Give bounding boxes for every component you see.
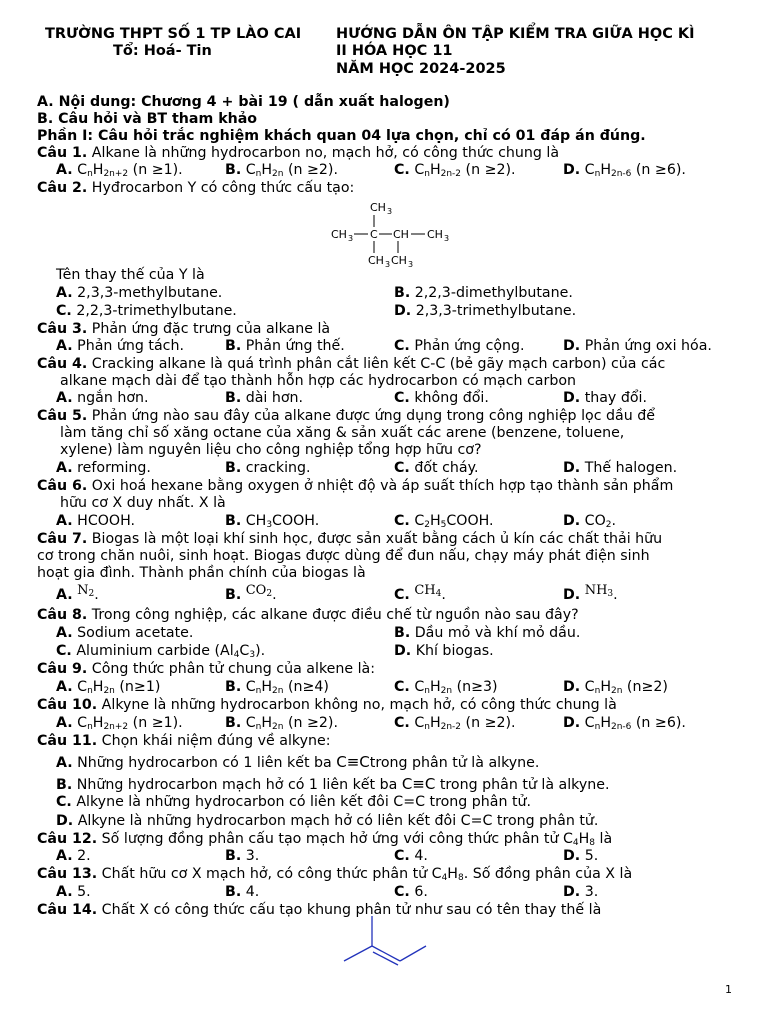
q11-option-b: B. Những hydrocarbon mạch hở có 1 liên kết ba C≡C trong phân tử là alkyne. (56, 775, 610, 793)
q5-option-d: D. Thế halogen. (563, 460, 678, 476)
question-5-cont2: xylene) làm nguyên liệu cho công nghiệp tổng hợp hữu cơ? (60, 442, 482, 458)
question-7-cont1: cơ trong chăn nuôi, sinh hoạt. Biogas được dùng để đun nấu, chạy máy phát điện sinh (37, 548, 650, 564)
q5-option-b: B. cracking. (225, 460, 311, 476)
q11-option-a: A. Những hydrocarbon có 1 liên kết ba C≡Ctrong phân tử là alkyne. (56, 753, 540, 771)
question-8: Câu 8. Trong công nghiệp, các alkane được điều chế từ nguồn nào sau đây? (37, 607, 579, 623)
q11-option-c: C. Alkyne là những hydrocarbon có liên kết đôi C=C trong phân tử. (56, 794, 532, 810)
svg-text:C: C (370, 228, 378, 241)
q7-option-a: A. $N_2$. (56, 583, 99, 603)
q2-stem-after: Tên thay thế của Y là (56, 267, 205, 283)
question-5: Câu 5. Phản ứng nào sau đây của alkane được ứng dụng trong công nghiệp lọc dầu để (37, 408, 655, 424)
q2-option-b: B. 2,2,3-dimethylbutane. (394, 285, 573, 301)
q5-option-c: C. đốt cháy. (394, 460, 479, 476)
q13-option-b: B. 4. (225, 884, 260, 900)
question-13: Câu 13. Chất hữu cơ X mạch hở, có công thức phân tử $C_4H_8$. Số đồng phân của X là (37, 866, 633, 883)
svg-text:CH: CH (370, 201, 386, 214)
q10-option-b: B. $C_nH_{2n}$ (n ≥2). (225, 715, 338, 732)
q10-option-a: A. $C_nH_{2n+2}$ (n ≥1). (56, 715, 183, 732)
q12-option-d: D. 5. (563, 848, 599, 864)
q8-option-d: D. Khí biogas. (394, 643, 494, 659)
q2-option-d: D. 2,3,3-trimethylbutane. (394, 303, 577, 319)
question-9: Câu 9. Công thức phân tử chung của alkene là: (37, 661, 376, 677)
q7-option-b: B. $CO_2$. (225, 583, 277, 603)
q7-option-c: C. $CH_4$. (394, 583, 446, 603)
q8-option-a: A. Sodium acetate. (56, 625, 194, 641)
q3-option-d: D. Phản ứng oxi hóa. (563, 338, 712, 354)
q3-option-c: C. Phản ứng cộng. (394, 338, 525, 354)
structural-formula-2233 (325, 198, 465, 270)
q3-option-a: A. Phản ứng tách. (56, 338, 184, 354)
doc-title-line1: HƯỚNG DẪN ÔN TẬP KIỂM TRA GIỮA HỌC KÌ (336, 26, 695, 42)
part-1-heading: Phần I: Câu hỏi trắc nghiệm khách quan 04 lựa chọn, chỉ có 01 đáp án đúng. (37, 128, 646, 144)
q4-option-b: B. dài hơn. (225, 390, 304, 406)
question-7: Câu 7. Biogas là một loại khí sinh học, được sản xuất bằng cách ủ kín các chất thải hữu (37, 531, 663, 547)
question-4-cont: alkane mạch dài để tạo thành hỗn hợp các hydrocarbon có mạch carbon (60, 373, 577, 389)
q6-option-c: C. $C_2H_5COOH$. (394, 513, 494, 530)
q9-option-b: B. $C_nH_{2n}$ (n≥4) (225, 679, 329, 696)
skeletal-formula-alkene (340, 912, 435, 967)
q6-option-a: A. HCOOH. (56, 513, 135, 529)
q3-option-b: B. Phản ứng thế. (225, 338, 345, 354)
section-a: A. Nội dung: Chương 4 + bài 19 ( dẫn xuất halogen) (37, 94, 450, 110)
doc-title-line3: NĂM HỌC 2024-2025 (336, 61, 506, 77)
q2-option-a: A. 2,3,3-methylbutane. (56, 285, 223, 301)
svg-text:3: 3 (444, 234, 450, 243)
question-6-cont: hữu cơ X duy nhất. X là (60, 495, 226, 511)
q11-option-d: D. Alkyne là những hydrocarbon mạch hở có liên kết đôi C=C trong phân tử. (56, 813, 599, 829)
q13-option-a: A. 5. (56, 884, 91, 900)
q8-option-c: C. Aluminium carbide $(Al_4C_3)$. (56, 643, 266, 660)
question-3: Câu 3. Phản ứng đặc trưng của alkane là (37, 321, 331, 337)
q4-option-c: C. không đổi. (394, 390, 489, 406)
svg-text:3: 3 (348, 234, 354, 243)
q12-option-b: B. 3. (225, 848, 260, 864)
q8-option-b: B. Dầu mỏ và khí mỏ dầu. (394, 625, 581, 641)
q13-option-d: D. 3. (563, 884, 599, 900)
q10-option-c: C. $C_nH_{2n-2}$ (n ≥2). (394, 715, 516, 732)
q4-option-a: A. ngắn hơn. (56, 390, 149, 406)
question-2: Câu 2. Hyđrocarbon Y có công thức cấu tạo: (37, 180, 355, 196)
question-6: Câu 6. Oxi hoá hexane bằng oxygen ở nhiệt độ và áp suất thích hợp tạo thành sản phẩm (37, 478, 674, 494)
question-1: Câu 1. Alkane là những hydrocarbon no, mạch hở, có công thức chung là (37, 145, 560, 161)
q10-option-d: D. $C_nH_{2n-6}$ (n ≥6). (563, 715, 686, 732)
q9-option-c: C. $C_nH_{2n}$ (n≥3) (394, 679, 498, 696)
svg-text:CH: CH (393, 228, 409, 241)
svg-text:3: 3 (385, 260, 391, 269)
question-12: Câu 12. Số lượng đồng phân cấu tạo mạch hở ứng với công thức phân tử $C_4H_8$ là (37, 831, 613, 848)
q7-option-d: D. $NH_3$. (563, 583, 618, 603)
q1-option-c: C. $C_nH_{2n-2}$ (n ≥2). (394, 162, 516, 179)
q6-option-b: B. $CH_3COOH$. (225, 513, 320, 530)
q12-option-c: C. 4. (394, 848, 428, 864)
svg-text:CH: CH (368, 254, 384, 267)
q9-option-a: A. $C_nH_{2n}$ (n≥1) (56, 679, 161, 696)
question-10: Câu 10. Alkyne là những hydrocarbon không no, mạch hở, có công thức chung là (37, 697, 617, 713)
school-name: TRƯỜNG THPT SỐ 1 TP LÀO CAI (45, 26, 302, 42)
svg-text:CH: CH (427, 228, 443, 241)
q4-option-d: D. thay đổi. (563, 390, 647, 406)
doc-title-line2: II HÓA HỌC 11 (336, 43, 453, 59)
svg-text:CH: CH (331, 228, 347, 241)
question-14: Câu 14. Chất X có công thức cấu tạo khung phân tử như sau có tên thay thế là (37, 902, 602, 918)
question-4: Câu 4. Cracking alkane là quá trình phân cắt liên kết C-C (bẻ gãy mạch carbon) của các (37, 356, 666, 372)
q1-option-a: A. $C_nH_{2n+2}$ (n ≥1). (56, 162, 183, 179)
question-11: Câu 11. Chọn khái niệm đúng về alkyne: (37, 733, 331, 749)
section-b: B. Câu hỏi và BT tham khảo (37, 111, 258, 127)
q9-option-d: D. $C_nH_{2n}$ (n≥2) (563, 679, 668, 696)
page-number: 1 (725, 983, 732, 996)
q2-option-c: C. 2,2,3-trimethylbutane. (56, 303, 237, 319)
svg-text:CH: CH (391, 254, 407, 267)
q1-option-d: D. $C_nH_{2n-6}$ (n ≥6). (563, 162, 686, 179)
department: Tổ: Hoá- Tin (113, 43, 212, 59)
question-5-cont1: làm tăng chỉ số xăng octane của xăng & sản xuất các arene (benzene, toluene, (60, 425, 625, 441)
question-7-cont2: hoạt gia đình. Thành phần chính của biogas là (37, 565, 366, 581)
svg-text:3: 3 (387, 207, 393, 216)
q13-option-c: C. 6. (394, 884, 428, 900)
q5-option-a: A. reforming. (56, 460, 151, 476)
svg-text:3: 3 (408, 260, 414, 269)
q1-option-b: B. $C_nH_{2n}$ (n ≥2). (225, 162, 338, 179)
q6-option-d: D. $CO_2$. (563, 513, 617, 530)
q12-option-a: A. 2. (56, 848, 91, 864)
